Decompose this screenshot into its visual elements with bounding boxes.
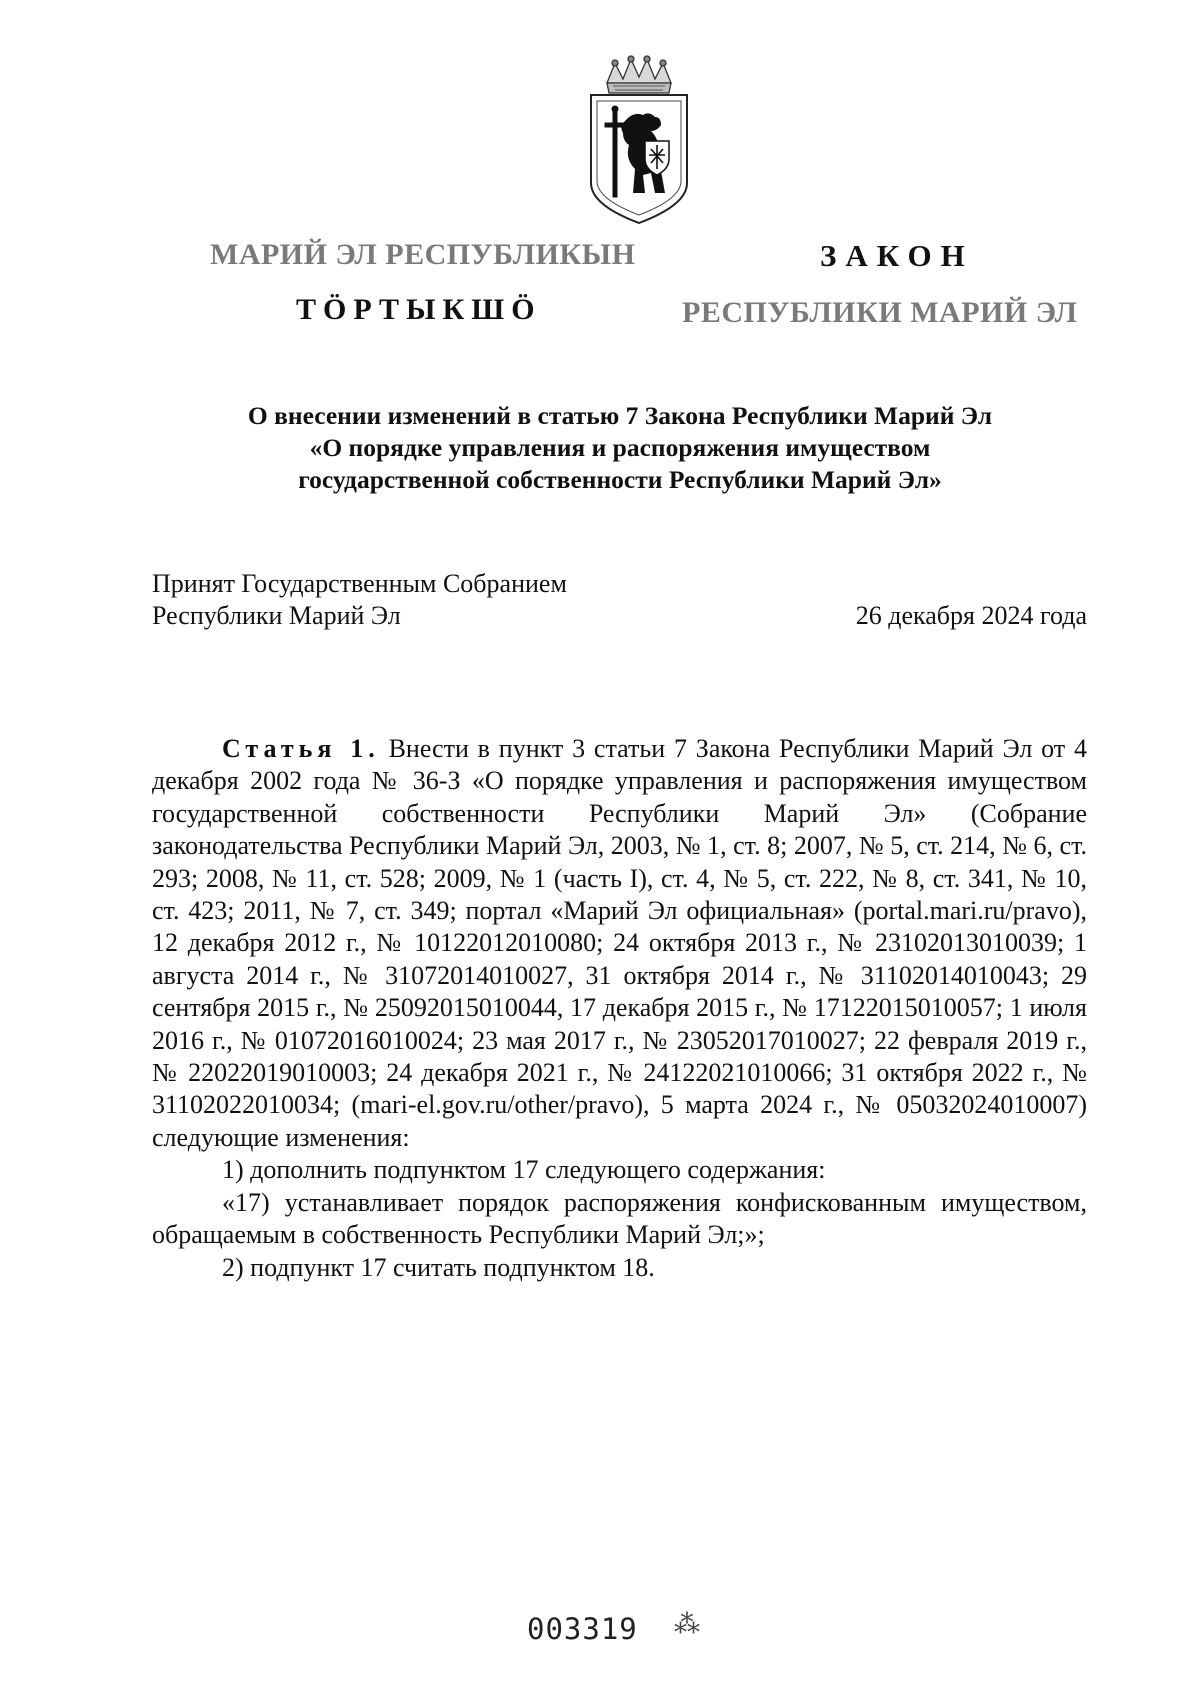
mari-el-coat-of-arms-icon <box>585 55 693 227</box>
adoption-line: Принят Государственным Собранием <box>152 569 567 598</box>
header-law-word: ЗАКОН <box>820 238 974 273</box>
article-1-paragraph <box>152 733 1087 1154</box>
article-label: Статья 1. <box>222 734 380 763</box>
article-body <box>152 733 1087 1284</box>
article-item-1-quote: «17) устанавливает порядок распоряжения конфискованным имуществом, обращаемым в собственность Республики Марий Эл;»; <box>152 1187 1087 1250</box>
registration-number: 003319 <box>527 1612 638 1646</box>
law-title-line: «О порядке управления и распоряжения имуществом <box>309 433 931 462</box>
adoption-line: Республики Марий Эл <box>152 601 401 630</box>
header-mari-republic: МАРИЙ ЭЛ РЕСПУБЛИКЫН <box>210 238 636 271</box>
adoption-statement <box>152 568 567 632</box>
article-item-1: 1) дополнить подпунктом 17 следующего содержания: <box>222 1155 826 1185</box>
law-title-line: государственной собственности Республики Марий Эл» <box>298 465 942 494</box>
article-item-2: 2) подпункт 17 считать подпунктом 18. <box>222 1252 655 1282</box>
article-text: Внести в пункт 3 статьи 7 Закона Республики Марий Эл от 4 декабря 2002 года № 36-З «О порядке управления и распоряжения имуществом государственной собственности Республики Марий Эл» (Собрание законодательства Республики Марий Эл, 2003, № 1, ст. 8; 2007, № 5, ст. 214, № 6, ст. 293; 2008, № 11, ст. 528; 2009, № 1 (часть I), ст. 4, № 5, ст. 222, № 8, ст. 341, № 10, ст. 423; 2011, № 7, ст. 349; портал «Марий Эл официальная» (portal.mari.ru/pravo), 12 декабря 2012 г., № 10122012010080; 24 октября 2013 г., № 23102013010039; 1 августа 2014 г., № 31072014010027, 31 октября 2014 г., № 31102014010043; 29 сентября 2015 г., № 25092015010044, 17 декабря 2015 г., № 17122015010057; 1 июля 2016 г., № 01072016010024; 23 мая 2017 г., № 23052017010027; 22 февраля 2019 г., № 22022019010003; 24 декабря 2021 г., № 24122021010066; 31 октября 2022 г., № 31102022010034; (mari-el.gov.ru/other/pravo), 5 марта 2024 г., № 05032024010007) следующие изменения: <box>152 734 1087 1152</box>
law-title <box>150 400 1090 496</box>
header-mari-law-word: ТӦРТЫКШӦ <box>296 293 542 326</box>
header-republic-name: РЕСПУБЛИКИ МАРИЙ ЭЛ <box>682 296 1078 329</box>
adoption-date: 26 декабря 2024 года <box>855 601 1087 630</box>
law-title-line: О внесении изменений в статью 7 Закона Республики Марий Эл <box>247 401 993 430</box>
footer-mark-icon: ⁂ <box>674 1610 700 1639</box>
